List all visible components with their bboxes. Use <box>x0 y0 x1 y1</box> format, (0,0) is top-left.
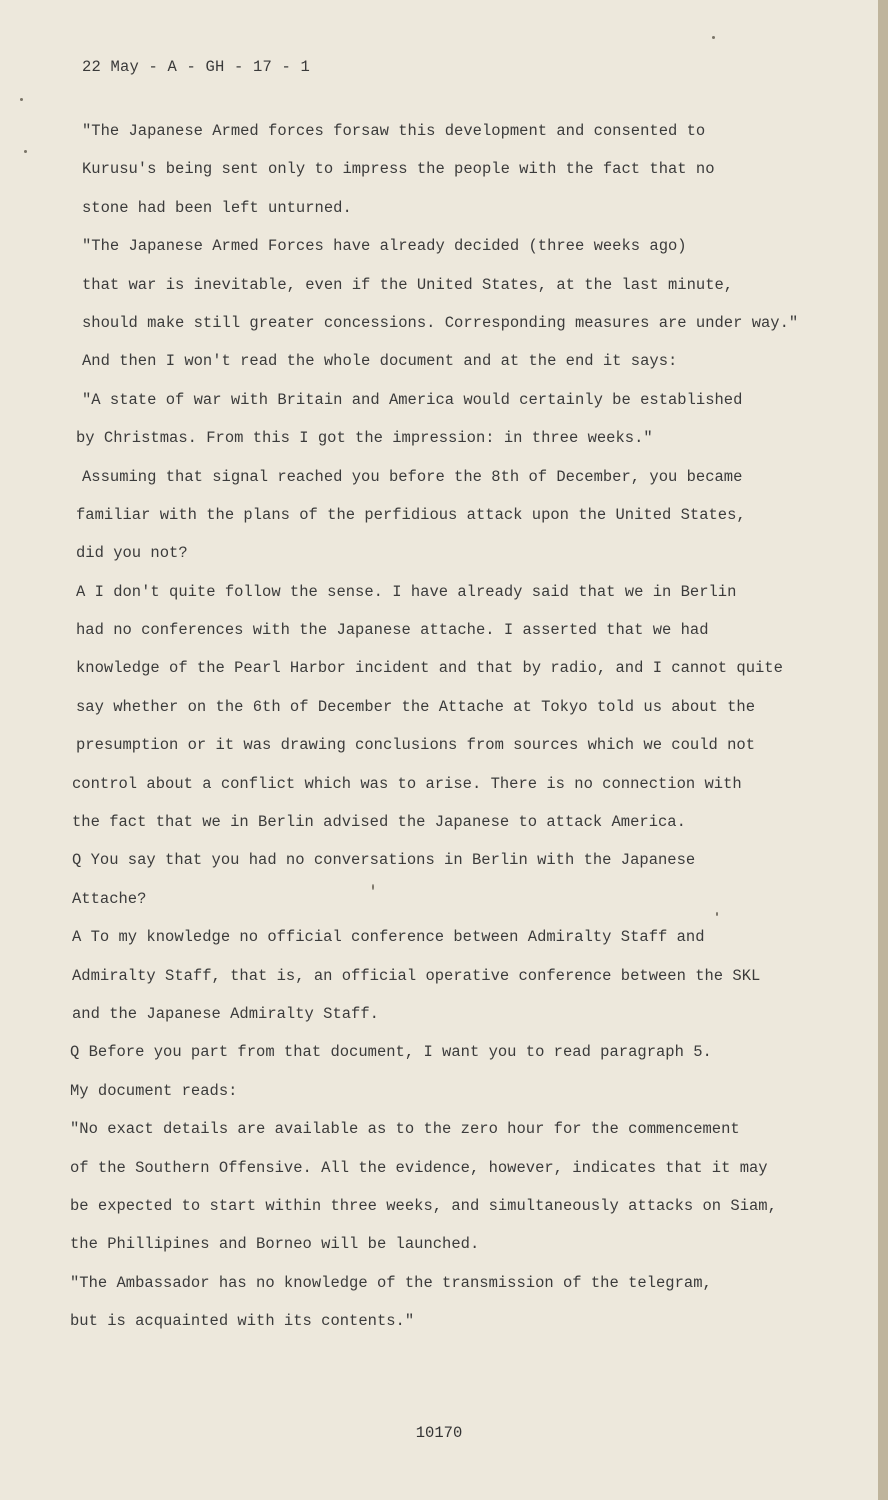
text-line: had no conferences with the Japanese attache. I asserted that we had <box>76 621 709 640</box>
text-line: presumption or it was drawing conclusions from sources which we could not <box>76 736 756 755</box>
text-line: "The Japanese Armed Forces have already decided (three weeks ago) <box>82 237 687 256</box>
text-line: Q Before you part from that document, I want you to read paragraph 5. <box>70 1043 712 1062</box>
text-line: did you not? <box>76 544 188 563</box>
paper-speck <box>24 150 27 153</box>
text-line: "The Ambassador has no knowledge of the transmission of the telegram, <box>70 1273 712 1292</box>
text-line: My document reads: <box>70 1081 238 1100</box>
text-line: but is acquainted with its contents." <box>70 1312 415 1331</box>
text-line: "The Japanese Armed forces forsaw this development and consented to <box>82 122 706 140</box>
text-line: knowledge of the Pearl Harbor incident and that by radio, and I cannot quite <box>76 659 783 678</box>
text-line: Q You say that you had no conversations in Berlin with the Japanese <box>72 851 696 870</box>
text-line: should make still greater concessions. Corresponding measures are under way." <box>82 313 799 332</box>
paper-speck <box>372 884 374 890</box>
text-line: "No exact details are available as to the zero hour for the commencement <box>70 1120 740 1139</box>
text-line: of the Southern Offensive. All the evidence, however, indicates that it may <box>70 1158 768 1177</box>
text-line: familiar with the plans of the perfidious attack upon the United States, <box>76 505 746 524</box>
paper-speck <box>712 36 715 39</box>
text-line: be expected to start within three weeks, and simultaneously attacks on Siam, <box>70 1196 777 1215</box>
text-line: Attache? <box>72 889 147 908</box>
text-line: And then I won't read the whole document and at the end it says: <box>82 352 678 371</box>
page-number: 10170 <box>415 1424 463 1442</box>
text-line: A I don't quite follow the sense. I have already said that we in Berlin <box>76 582 737 601</box>
text-line: stone had been left unturned. <box>82 198 352 217</box>
text-line: Admiralty Staff, that is, an official operative conference between the SKL <box>72 966 761 985</box>
document-body <box>70 112 830 1341</box>
text-line: by Christmas. From this I got the impression: in three weeks." <box>76 429 653 448</box>
text-line: the Phillipines and Borneo will be launched. <box>70 1235 480 1254</box>
paper-speck <box>20 98 23 101</box>
paper-speck <box>716 912 718 916</box>
text-line: the fact that we in Berlin advised the Japanese to attack America. <box>72 813 686 832</box>
text-line: A To my knowledge no official conference between Admiralty Staff and <box>72 928 705 947</box>
text-line: "A state of war with Britain and America would certainly be established <box>82 390 743 409</box>
text-line: Assuming that signal reached you before the 8th of December, you became <box>82 467 743 486</box>
document-header: 22 May - A - GH - 17 - 1 <box>82 58 311 76</box>
text-line: control about a conflict which was to arise. There is no connection with <box>72 774 742 793</box>
text-line: say whether on the 6th of December the Attache at Tokyo told us about the <box>76 697 756 716</box>
text-line: that war is inevitable, even if the United States, at the last minute, <box>82 275 734 294</box>
text-line: and the Japanese Admiralty Staff. <box>72 1004 379 1023</box>
text-line: Kurusu's being sent only to impress the people with the fact that no <box>82 160 715 179</box>
